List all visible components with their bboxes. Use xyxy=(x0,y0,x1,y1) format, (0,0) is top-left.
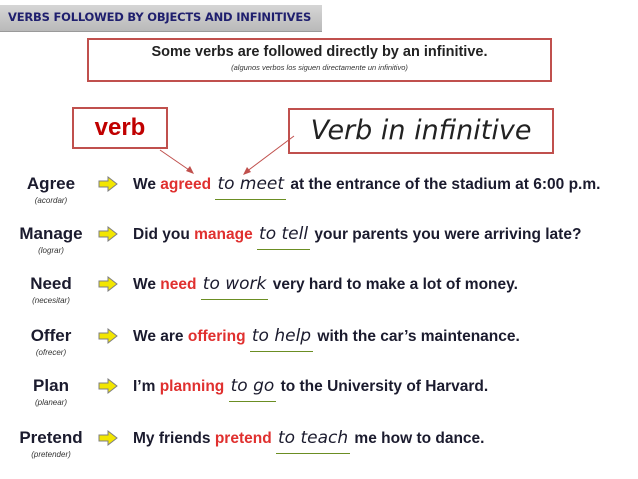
verb-name: Need xyxy=(30,274,72,293)
right-arrow-icon xyxy=(98,176,118,192)
sentence-end: to the University of Harvard. xyxy=(276,378,489,395)
example-row xyxy=(0,274,638,324)
right-arrow-icon xyxy=(98,226,118,242)
sentence-end: with the car’s maintenance. xyxy=(313,328,520,345)
sentence-start: I’m xyxy=(133,378,160,395)
conjugated-verb: agreed xyxy=(160,176,212,193)
sentence-start: Did you xyxy=(133,226,195,243)
example-sentence xyxy=(133,326,520,346)
sentence-start: We are xyxy=(133,328,188,345)
verb-translation: (acordar) xyxy=(34,196,68,205)
verb-name: Pretend xyxy=(19,428,83,447)
sentence-start: My friends xyxy=(133,430,215,447)
infinitive: to meet xyxy=(217,174,285,194)
right-arrow-icon xyxy=(98,328,118,344)
sentence-end: your parents you were arriving late? xyxy=(310,226,582,243)
example-sentence xyxy=(133,274,518,294)
verb-pointer-line xyxy=(160,150,192,172)
example-sentence xyxy=(133,428,484,448)
verb-translation: (lograr) xyxy=(38,246,64,255)
conjugated-verb: planning xyxy=(159,378,225,395)
conjugated-verb: offering xyxy=(187,328,246,345)
example-sentence xyxy=(133,174,600,194)
sentence-end: me how to dance. xyxy=(350,430,485,447)
infinitive: to teach xyxy=(277,428,349,448)
infinitive-pointer-line xyxy=(246,136,294,172)
verb-pointer-head xyxy=(186,166,194,174)
conjugated-verb: manage xyxy=(194,226,253,243)
infinitive: to work xyxy=(202,274,267,294)
example-row xyxy=(0,326,638,376)
verb-name: Manage xyxy=(19,224,83,243)
banner-title: VERBS FOLLOWED BY OBJECTS AND INFINITIVES xyxy=(8,10,312,24)
right-arrow-icon xyxy=(98,276,118,292)
verb-name: Agree xyxy=(26,174,76,193)
verb-translation: (ofrecer) xyxy=(35,348,67,357)
sentence-start: We xyxy=(133,276,161,293)
infinitive: to help xyxy=(251,326,312,346)
example-sentence xyxy=(133,224,581,244)
verb-translation: (pretender) xyxy=(31,450,71,459)
verb-label: verb xyxy=(94,114,146,141)
sentence-end: very hard to make a lot of money. xyxy=(268,276,518,293)
example-row xyxy=(0,224,638,274)
right-arrow-icon xyxy=(98,430,118,446)
example-row xyxy=(0,174,638,224)
intro-sub-text: (algunos verbos los siguen directamente un infinitivo) xyxy=(231,63,408,72)
infinitive-label: Verb in infinitive xyxy=(310,115,532,146)
infinitive: to tell xyxy=(259,224,309,244)
example-row xyxy=(0,376,638,426)
intro-main-text: Some verbs are followed directly by an infinitive. xyxy=(151,44,488,60)
example-row xyxy=(0,428,638,478)
conjugated-verb: need xyxy=(160,276,197,293)
sentence-start: We xyxy=(133,176,161,193)
verb-translation: (planear) xyxy=(34,398,67,407)
infinitive: to go xyxy=(230,376,275,396)
verb-name: Plan xyxy=(33,376,69,395)
verb-translation: (necesitar) xyxy=(32,296,70,305)
conjugated-verb: pretend xyxy=(214,430,272,447)
example-sentence xyxy=(133,376,488,396)
verb-name: Offer xyxy=(30,326,72,345)
sentence-end: at the entrance of the stadium at 6:00 p.m. xyxy=(286,176,601,193)
right-arrow-icon xyxy=(98,378,118,394)
